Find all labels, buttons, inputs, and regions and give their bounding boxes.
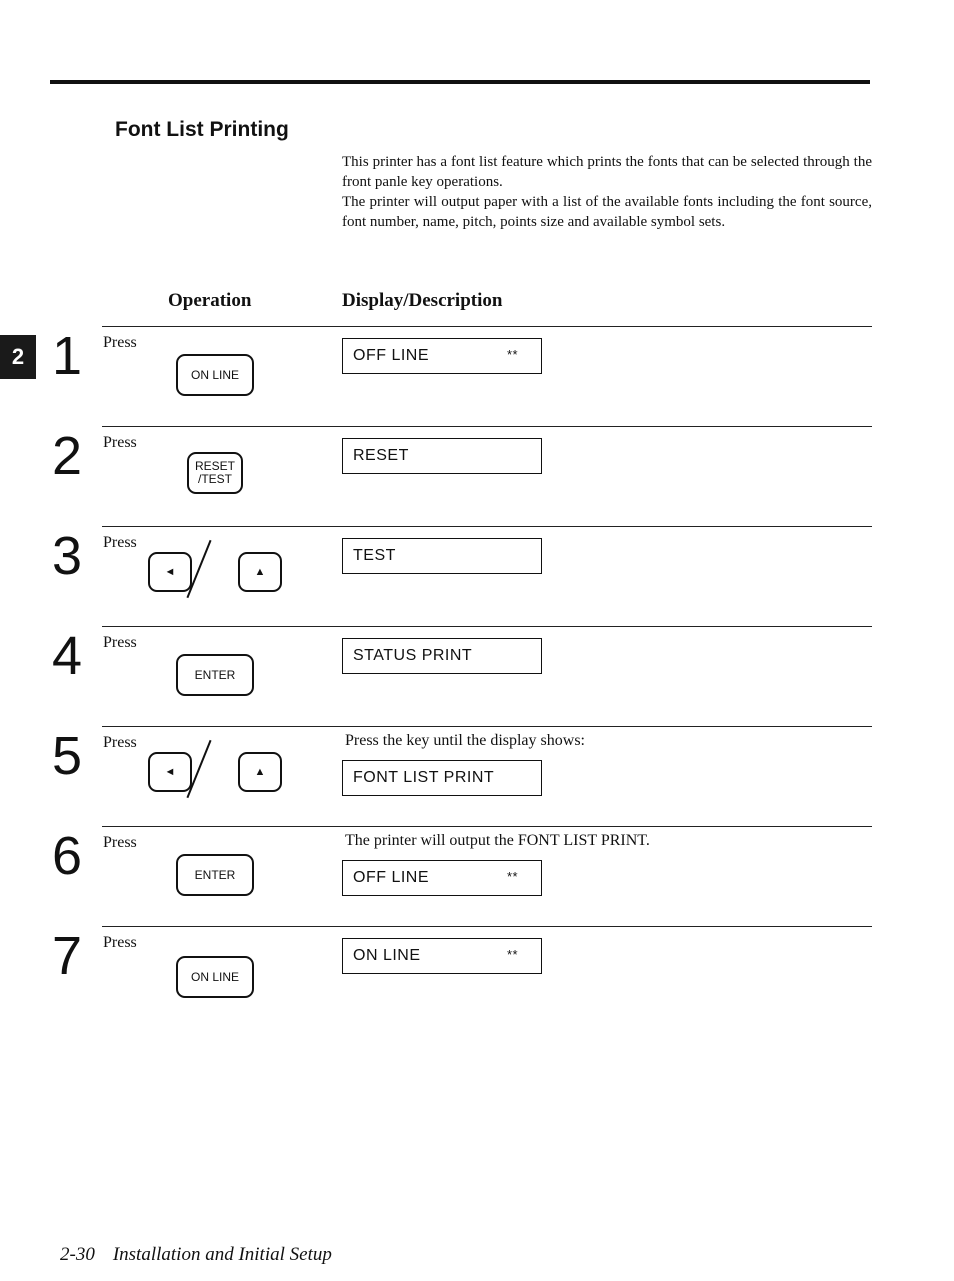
display-stars: ** [507,869,519,884]
press-label: Press [103,634,137,651]
press-label: Press [103,734,137,751]
press-label: Press [103,934,137,951]
lcd-display [342,338,542,374]
section-title: Font List Printing [115,118,289,141]
footer-title: Installation and Initial Setup [112,1244,332,1265]
step-number: 2 [52,426,83,486]
step-rule [102,526,872,527]
step-rule [102,426,872,427]
lcd-display [342,860,542,896]
intro-paragraph-2: The printer will output paper with a list of the available fonts including the font source, font number, name, pitch, points size and available symbol sets. [342,194,872,230]
step-rule [102,726,872,727]
display-text: RESET [353,447,409,464]
page-footer [60,1244,350,1266]
press-label: Press [103,534,137,551]
display-text: TEST [353,547,396,564]
lcd-display [342,438,542,474]
step-1 [0,326,954,426]
display-text: OFF LINE [353,869,430,886]
lcd-display [342,938,542,974]
left-arrow-key: ◄ [148,752,192,792]
press-label: Press [103,434,137,451]
press-label: Press [103,834,137,851]
chapter-tab: 2 [0,335,36,379]
up-arrow-key: ▲ [238,552,282,592]
step-3 [0,526,954,626]
online-key: ON LINE [176,354,254,396]
step-description: The printer will output the FONT LIST PRINT. [345,832,650,849]
step-rule [102,926,872,927]
step-2 [0,426,954,526]
enter-key: ENTER [176,854,254,896]
display-heading: Display/Description [342,290,503,311]
key-label-bottom: /TEST [197,472,232,486]
display-text: FONT LIST PRINT [353,769,495,786]
up-arrow-key: ▲ [238,752,282,792]
step-rule [102,826,872,827]
step-number: 7 [52,926,83,986]
step-6 [0,826,954,926]
step-number: 3 [52,526,83,586]
step-number: 6 [52,826,83,886]
display-text: ON LINE [353,947,421,964]
left-arrow-key: ◄ [148,552,192,592]
step-4 [0,626,954,726]
enter-key: ENTER [176,654,254,696]
operation-heading: Operation [168,290,252,311]
step-5 [0,726,954,826]
intro-paragraph-1: This printer has a font list feature which prints the fonts that can be selected through the front panle key operations. [342,154,872,190]
display-stars: ** [507,347,519,362]
step-7 [0,926,954,1026]
page-number: 2-30 [60,1244,95,1265]
lcd-display [342,538,542,574]
step-rule [102,326,872,327]
step-number: 1 [52,326,83,386]
online-key: ON LINE [176,956,254,998]
step-rule [102,626,872,627]
top-rule [50,80,870,84]
intro-text [342,152,872,232]
display-text: STATUS PRINT [353,647,473,664]
press-label: Press [103,334,137,351]
step-number: 5 [52,726,83,786]
reset-test-key [187,452,243,494]
key-label-top: RESET [194,459,235,473]
step-number: 4 [52,626,83,686]
display-stars: ** [507,947,519,962]
step-description: Press the key until the display shows: [345,732,585,749]
lcd-display [342,638,542,674]
lcd-display [342,760,542,796]
display-text: OFF LINE [353,347,430,364]
